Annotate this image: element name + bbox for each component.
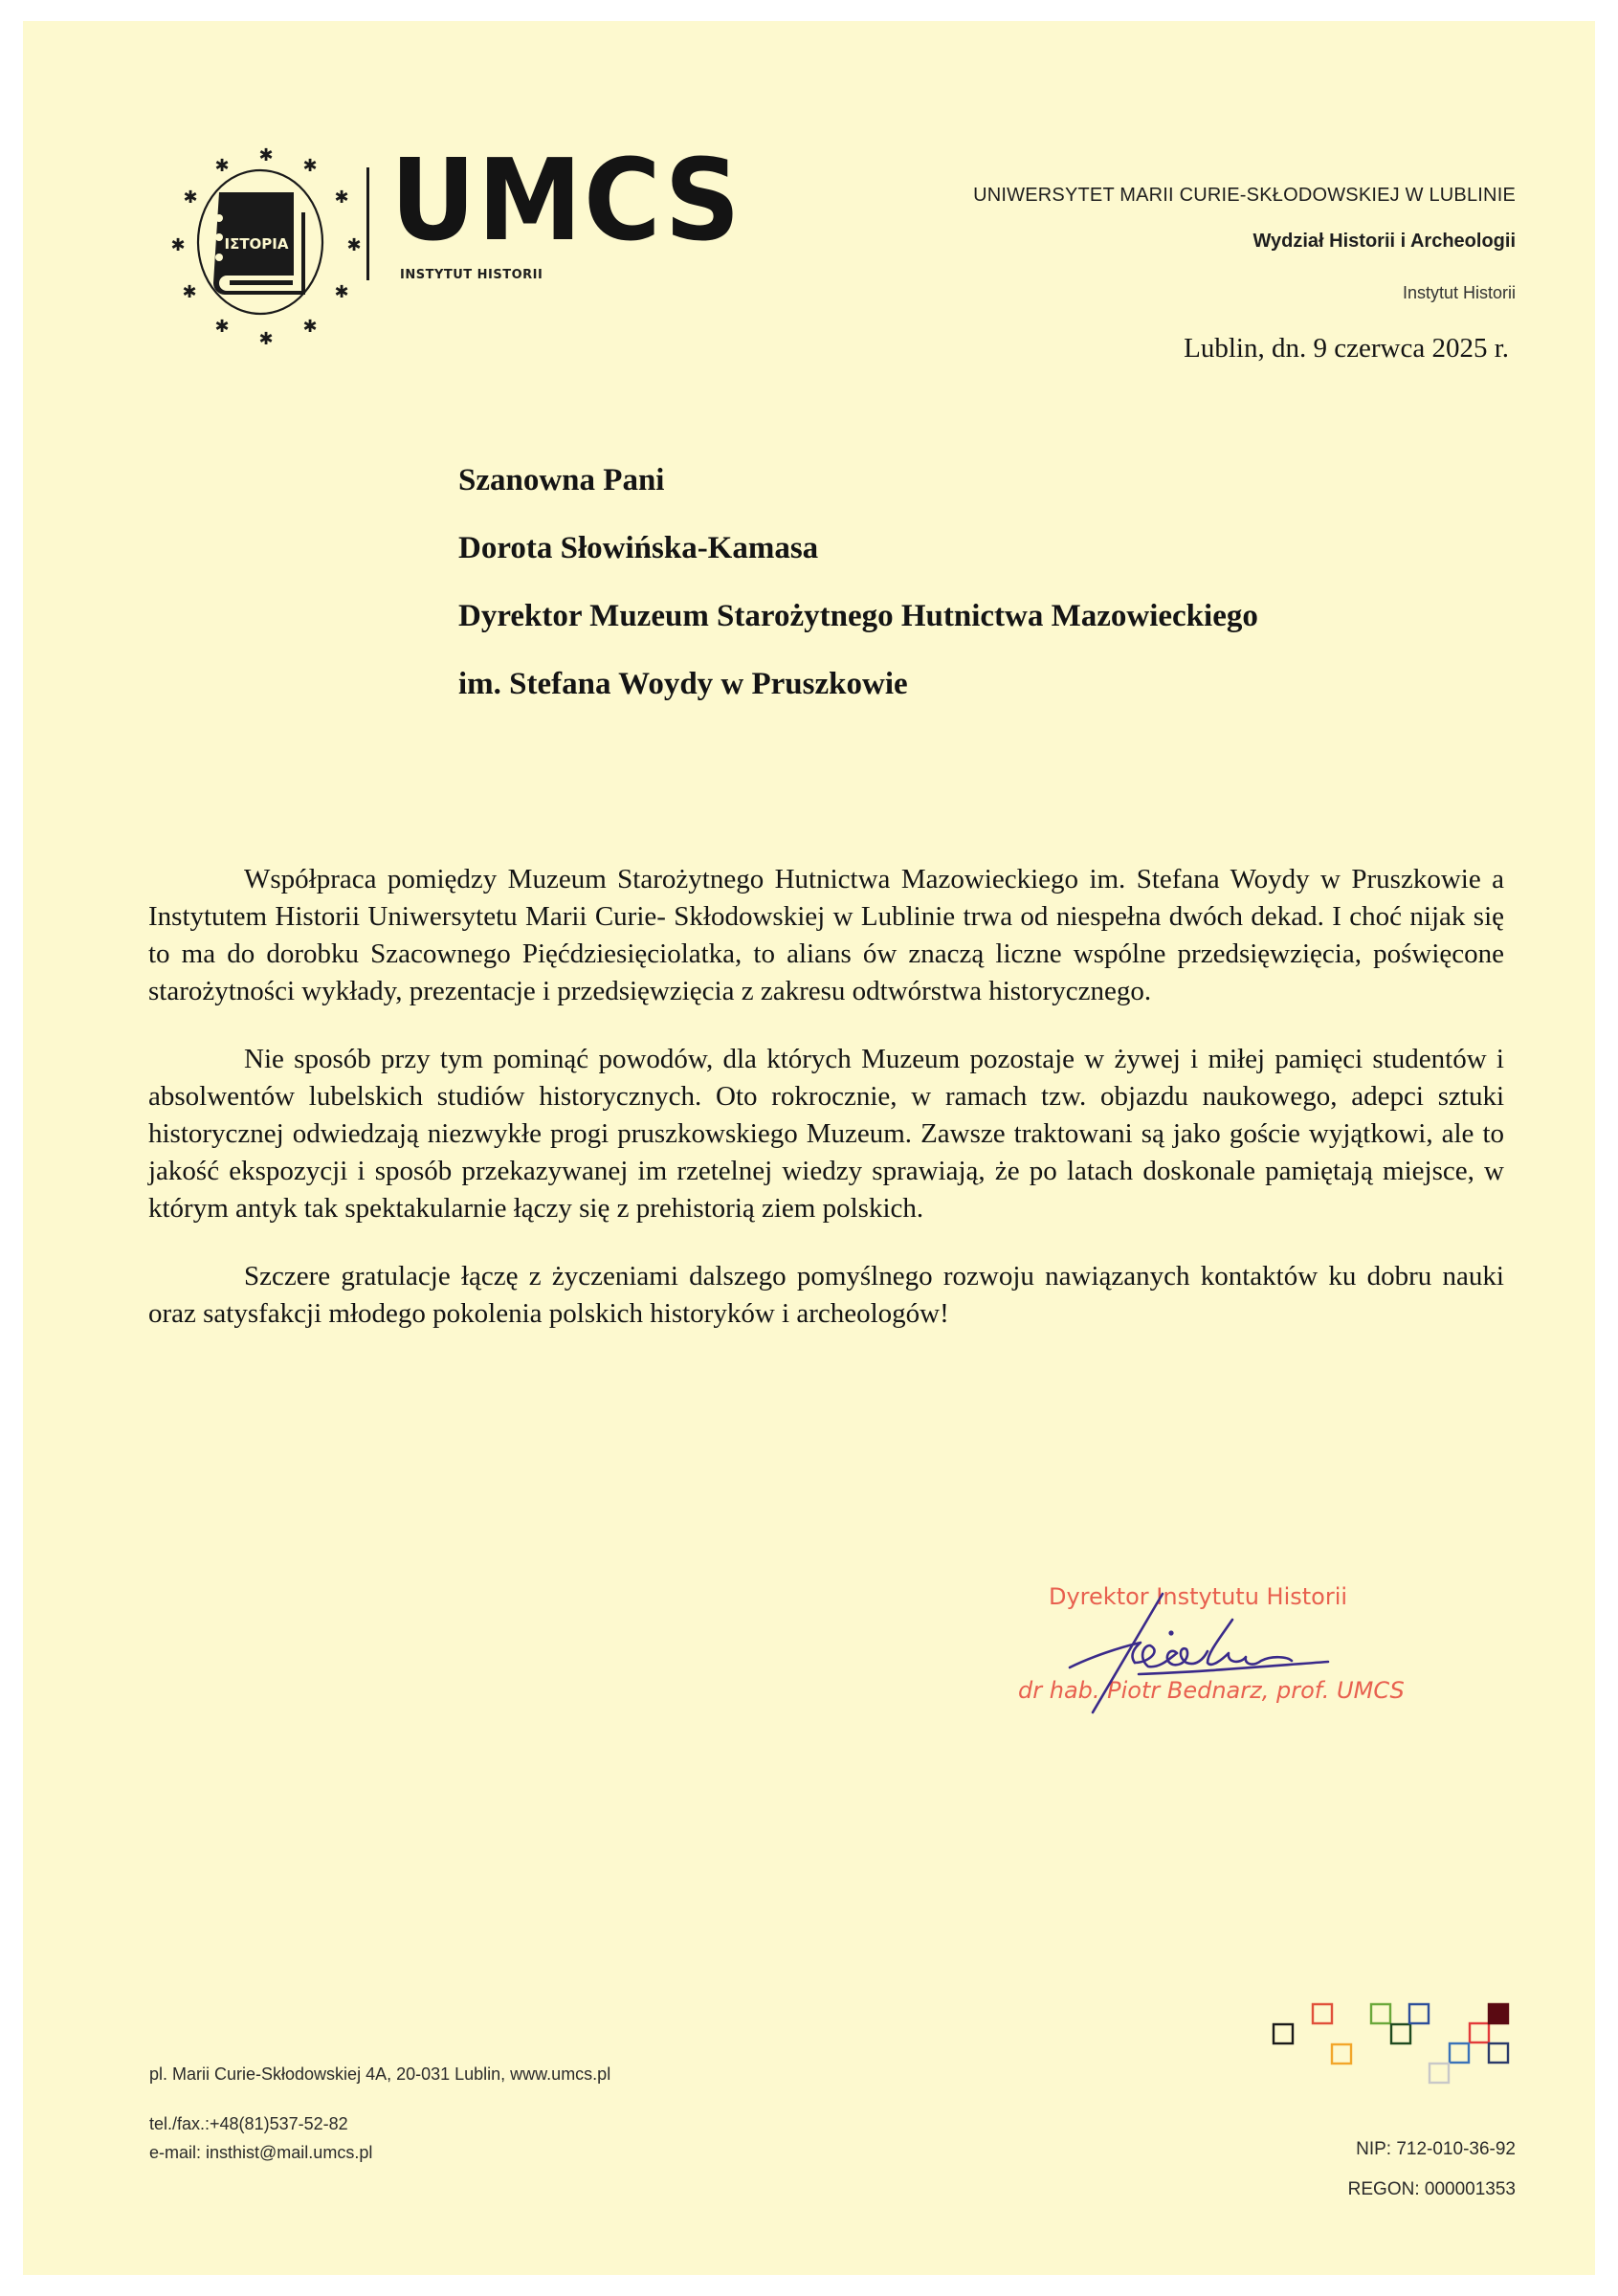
decor-square	[1430, 2064, 1449, 2083]
institute-name: Instytut Historii	[1402, 283, 1516, 302]
logo-subtitle: INSTYTUT HISTORII	[400, 268, 543, 282]
istoria-book-emblem-icon	[165, 141, 370, 346]
star-icon: ✱	[334, 188, 349, 208]
decor-square	[1332, 2044, 1351, 2064]
decor-square	[1371, 2004, 1390, 2023]
star-icon: ✱	[170, 235, 186, 255]
star-icon: ✱	[334, 282, 349, 302]
star-icon: ✱	[346, 235, 362, 255]
university-name: UNIWERSYTET MARII CURIE-SKŁODOWSKIEJ W LUBLINIE	[973, 185, 1516, 206]
body-paragraph: Nie sposób przy tym pominąć powodów, dla których Muzeum pozostaje w żywej i miłej pamięci studentów i absolwentów lubelskich studiów historycznych. Oto rokrocznie, w ramach tzw. objazdu naukowego, adepci sztuki historycznej odwiedzają niezwykłe progi pruszkowskiego Muzeum. Zawsze traktowani są jako goście wyjątkowi, ale to jakość ekspozycji i sposób przekazywanej im rzetelnej wiedzy sprawiają, że po latach doskonale pamiętają miejsce, w którym antyk tak spektakularnie łączy się z prehistorią ziem polskich.	[148, 1044, 1504, 1224]
decor-square	[1489, 2043, 1508, 2063]
recipient-name: Dorota Słowińska-Kamasa	[458, 531, 819, 565]
recipient-institution: im. Stefana Woydy w Pruszkowie	[458, 667, 908, 701]
star-icon: ✱	[182, 282, 197, 302]
book-icon	[213, 192, 305, 295]
umcs-wordmark-logo: UMCS	[390, 134, 743, 266]
letter-body	[148, 861, 1504, 1363]
footer-nip: NIP: 712-010-36-92	[1356, 2139, 1516, 2159]
body-paragraph: Szczere gratulacje łączę z życzeniami dalszego pomyślnego rozwoju nawiązanych kontaktów ku dobru nauki oraz satysfakcji młodego pokolenia polskich historyków i archeologów!	[148, 1261, 1504, 1329]
decor-square	[1274, 2024, 1293, 2043]
decorative-squares	[1263, 1995, 1521, 2090]
recipient-position: Dyrektor Muzeum Starożytnego Hutnictwa Mazowieckiego	[458, 599, 1258, 633]
decor-square	[1313, 2004, 1332, 2023]
footer-address: pl. Marii Curie-Skłodowskiej 4A, 20-031 Lublin, www.umcs.pl	[149, 2064, 611, 2084]
star-icon: ✱	[183, 188, 198, 208]
decor-square	[1391, 2024, 1410, 2043]
star-icon: ✱	[214, 156, 230, 176]
star-icon: ✱	[258, 145, 274, 166]
star-icon: ✱	[302, 317, 318, 337]
letter-date: Lublin, dn. 9 czerwca 2025 r.	[1184, 333, 1509, 364]
decor-square	[1450, 2043, 1469, 2063]
recipient-block	[458, 459, 1258, 731]
stamp-title: Dyrektor Instytutu Historii	[1049, 1583, 1348, 1610]
body-paragraph: Współpraca pomiędzy Muzeum Starożytnego Hutnictwa Mazowieckiego im. Stefana Woydy w Pruszkowie a Instytutem Historii Uniwersytetu Marii Curie- Skłodowskiej w Lublinie trwa od niespełna dwóch dekad. I choć nijak się to ma do dorobku Szacownego Pięćdziesięciolatka, to alians ów znaczą liczne wspólne przedsięwzięcia, poświęcone starożytności wykłady, prezentacje i przedsięwzięcia z zakresu odtwórstwa historycznego.	[148, 864, 1504, 1006]
faculty-name: Wydział Historii i Archeologii	[1252, 231, 1516, 252]
decor-square	[1470, 2023, 1489, 2042]
footer-phone: tel./fax.:+48(81)537-52-82	[149, 2114, 348, 2133]
decor-square	[1409, 2004, 1429, 2023]
footer-regon: REGON: 000001353	[1347, 2179, 1516, 2195]
star-icon: ✱	[258, 329, 274, 346]
logo-divider	[366, 167, 369, 280]
salutation: Szanowna Pani	[458, 463, 665, 497]
footer-email: e-mail: insthist@mail.umcs.pl	[149, 2143, 373, 2162]
star-icon: ✱	[302, 156, 318, 176]
handwritten-signature	[1053, 1578, 1359, 1722]
emblem-text: ΙΣΤΟΡΙΑ	[224, 235, 289, 253]
stamp-name: dr hab. Piotr Bednarz, prof. UMCS	[1018, 1677, 1405, 1704]
star-icon: ✱	[214, 317, 230, 337]
decor-square	[1489, 2004, 1508, 2023]
